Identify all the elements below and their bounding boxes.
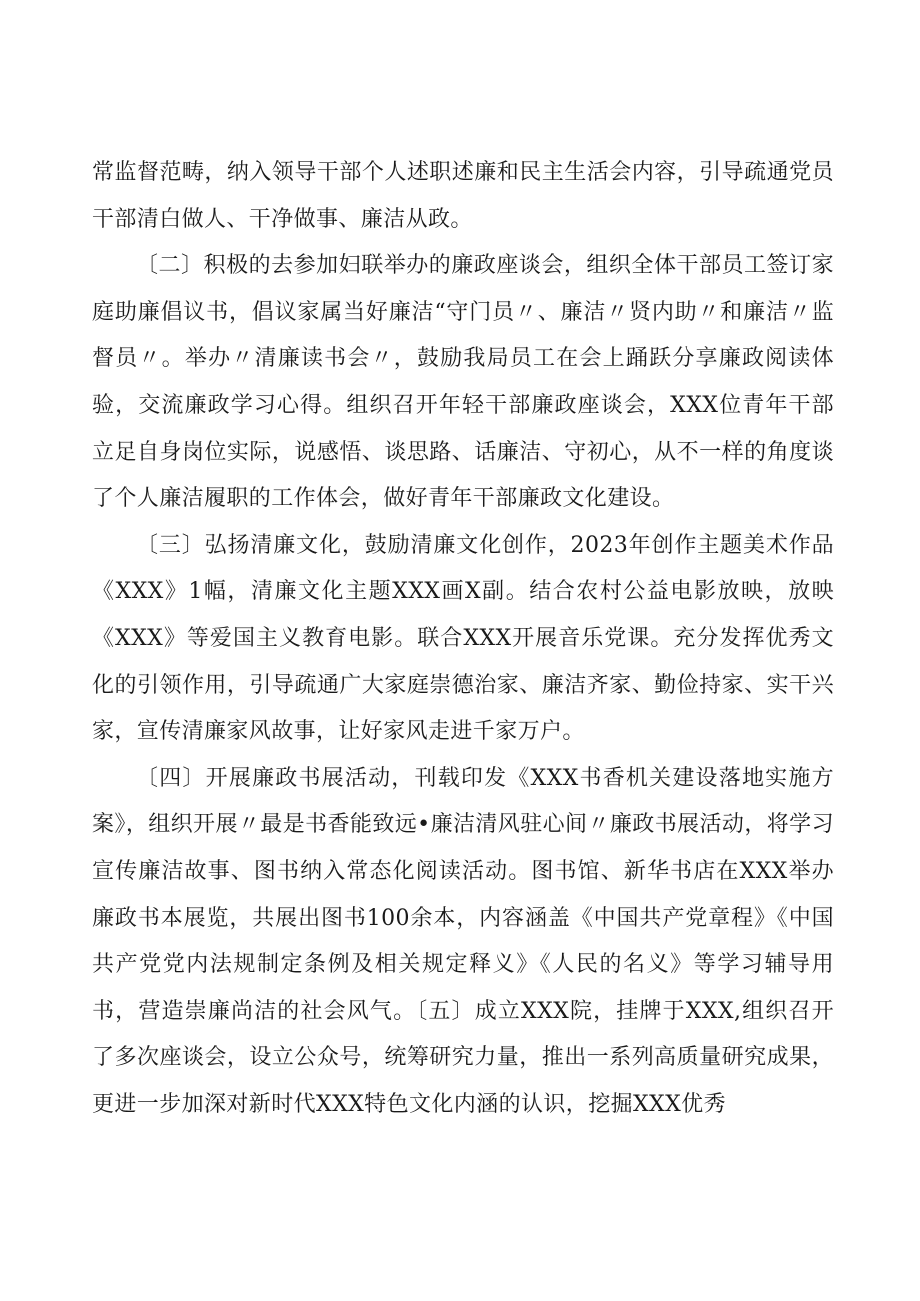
paragraph-continuation: 常监督范畴，纳入领导干部个人述职述廉和民主生活会内容，引导疏通党员干部清白做人、干净做事、廉洁从政。 — [92, 160, 834, 232]
paragraph-section-4: 〔四〕开展廉政书展活动，刊载印发《XXX书香机关建设落地实施方案》，组织开展〃最是书香能致远•廉洁清风驻心间〃廉政书展活动，将学习宣传廉洁故事、图书纳入常态化阅读活动。图书馆、新华书店在XXX举办廉政书本展览，共展出图书100余本，内容涵盖《中国共产党章程》《中国共产党党内法规制定条例及相关规定释义》《人民的名义》等学习辅导用书，营造崇廉尚洁的社会风气。〔五〕成立XXX院，挂牌于XXX,组织召开了多次座谈会，设立公众号，统筹研究力量，推出一系列高质量研究成果，更进一步加深对新时代XXX特色文化内涵的认识，挖掘XXX优秀 — [92, 765, 834, 1117]
paragraph-section-3: 〔三〕弘扬清廉文化，鼓励清廉文化创作，2023年创作主题美术作品《XXX》1幅，清廉文化主题XXX画X副。结合农村公益电影放映，放映《XXX》等爱国主义教育电影。联合XXX开展音乐党课。充分发挥优秀文化的引领作用，引导疏通广大家庭崇德治家、廉洁齐家、勤俭持家、实干兴家，宣传清廉家风故事，让好家风走进千家万户。 — [92, 532, 834, 745]
paragraph-section-2: 〔二〕积极的去参加妇联举办的廉政座谈会，组织全体干部员工签订家庭助廉倡议书，倡议家属当好廉洁“守门员〃、廉洁〃贤内助〃和廉洁〃监督员〃。举办〃清廉读书会〃，鼓励我局员工在会上踊跃分享廉政阅读体验，交流廉政学习心得。组织召开年轻干部廉政座谈会，XXX位青年干部立足自身岗位实际，说感悟、谈思路、话廉洁、守初心，从不一样的角度谈了个人廉洁履职的工作体会，做好青年干部廉政文化建设。 — [92, 253, 834, 512]
document-body — [92, 150, 834, 1128]
